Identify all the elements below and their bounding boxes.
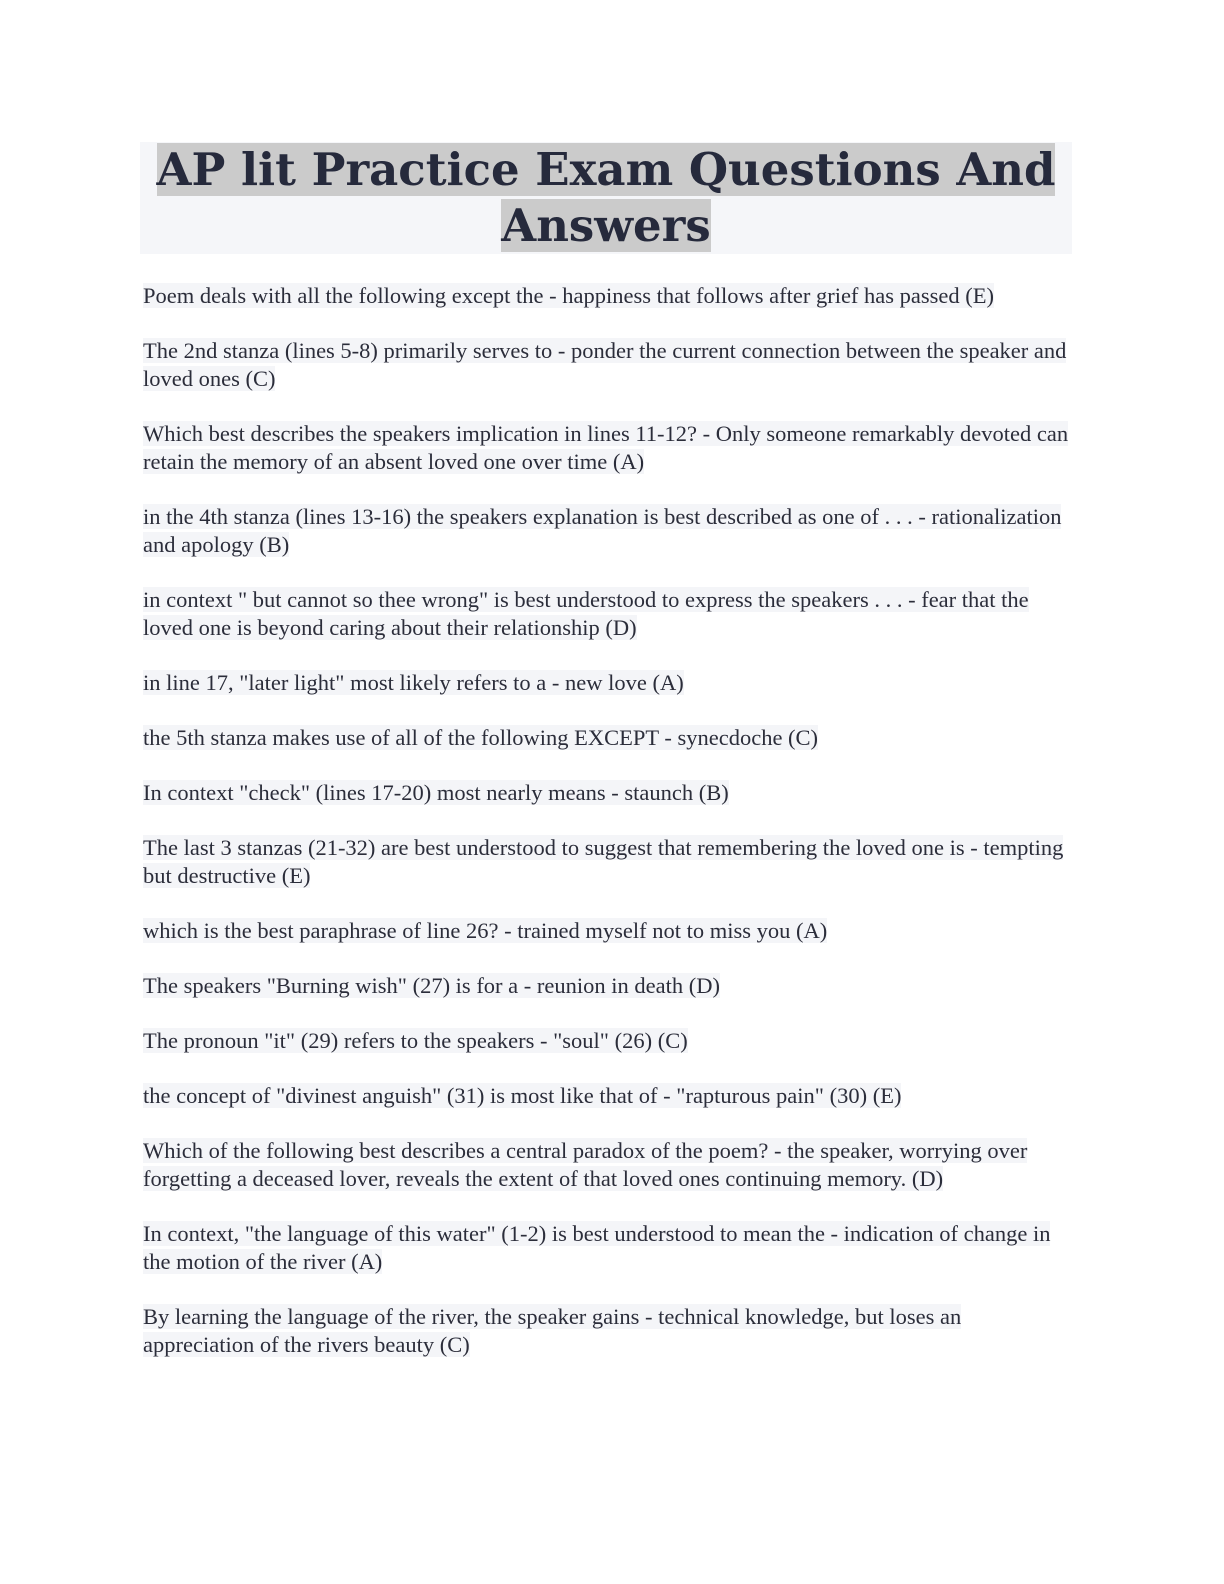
- qa-list: [143, 282, 1073, 1386]
- qa-text: the 5th stanza makes use of all of the following EXCEPT - synecdoche (C): [143, 725, 819, 750]
- qa-text: The last 3 stanzas (21-32) are best understood to suggest that remembering the loved one is - tempting but destructive (E): [143, 835, 1064, 888]
- qa-text: The 2nd stanza (lines 5-8) primarily serves to - ponder the current connection between the speaker and loved ones (C): [143, 338, 1067, 391]
- qa-item: [143, 420, 1073, 476]
- qa-item: [143, 779, 1073, 807]
- qa-text: Which best describes the speakers implication in lines 11-12? - Only someone remarkably devoted can retain the memory of an absent loved one over time (A): [143, 421, 1069, 474]
- qa-item: [143, 337, 1073, 393]
- qa-text: the concept of "divinest anguish" (31) is most like that of - "rapturous pain" (30) (E): [143, 1083, 902, 1108]
- qa-text: In context, "the language of this water" (1-2) is best understood to mean the - indication of change in the motion of the river (A): [143, 1221, 1051, 1274]
- page-title-line-1: AP lit Practice Exam Questions And: [156, 143, 1056, 196]
- qa-item: [143, 972, 1073, 1000]
- qa-item: [143, 1303, 1073, 1359]
- qa-text: in line 17, "later light" most likely refers to a - new love (A): [143, 670, 684, 695]
- title-block: [140, 142, 1072, 254]
- qa-item: [143, 1220, 1073, 1276]
- qa-text: in the 4th stanza (lines 13-16) the speakers explanation is best described as one of . . . - rationalization and apology (B): [143, 504, 1062, 557]
- qa-item: [143, 917, 1073, 945]
- qa-text: Which of the following best describes a central paradox of the poem? - the speaker, worrying over forgetting a deceased lover, reveals the extent of that loved ones continuing memory. (D): [143, 1138, 1028, 1191]
- qa-text: In context "check" (lines 17-20) most nearly means - staunch (B): [143, 780, 729, 805]
- qa-text: By learning the language of the river, the speaker gains - technical knowledge, but loses an appreciation of the rivers beauty (C): [143, 1304, 962, 1357]
- qa-item: [143, 834, 1073, 890]
- qa-item: [143, 1082, 1073, 1110]
- qa-item: [143, 586, 1073, 642]
- qa-text: Poem deals with all the following except the - happiness that follows after grief has passed (E): [143, 283, 995, 308]
- qa-item: [143, 282, 1073, 310]
- qa-text: The pronoun "it" (29) refers to the speakers - "soul" (26) (C): [143, 1028, 688, 1053]
- qa-item: [143, 669, 1073, 697]
- qa-text: which is the best paraphrase of line 26? - trained myself not to miss you (A): [143, 918, 828, 943]
- page-title-line-2: Answers: [501, 199, 711, 252]
- qa-item: [143, 1137, 1073, 1193]
- qa-text: in context " but cannot so thee wrong" is best understood to express the speakers . . . - fear that the loved one is beyond caring about their relationship (D): [143, 587, 1029, 640]
- qa-text: The speakers "Burning wish" (27) is for a - reunion in death (D): [143, 973, 720, 998]
- qa-item: [143, 503, 1073, 559]
- qa-item: [143, 724, 1073, 752]
- qa-item: [143, 1027, 1073, 1055]
